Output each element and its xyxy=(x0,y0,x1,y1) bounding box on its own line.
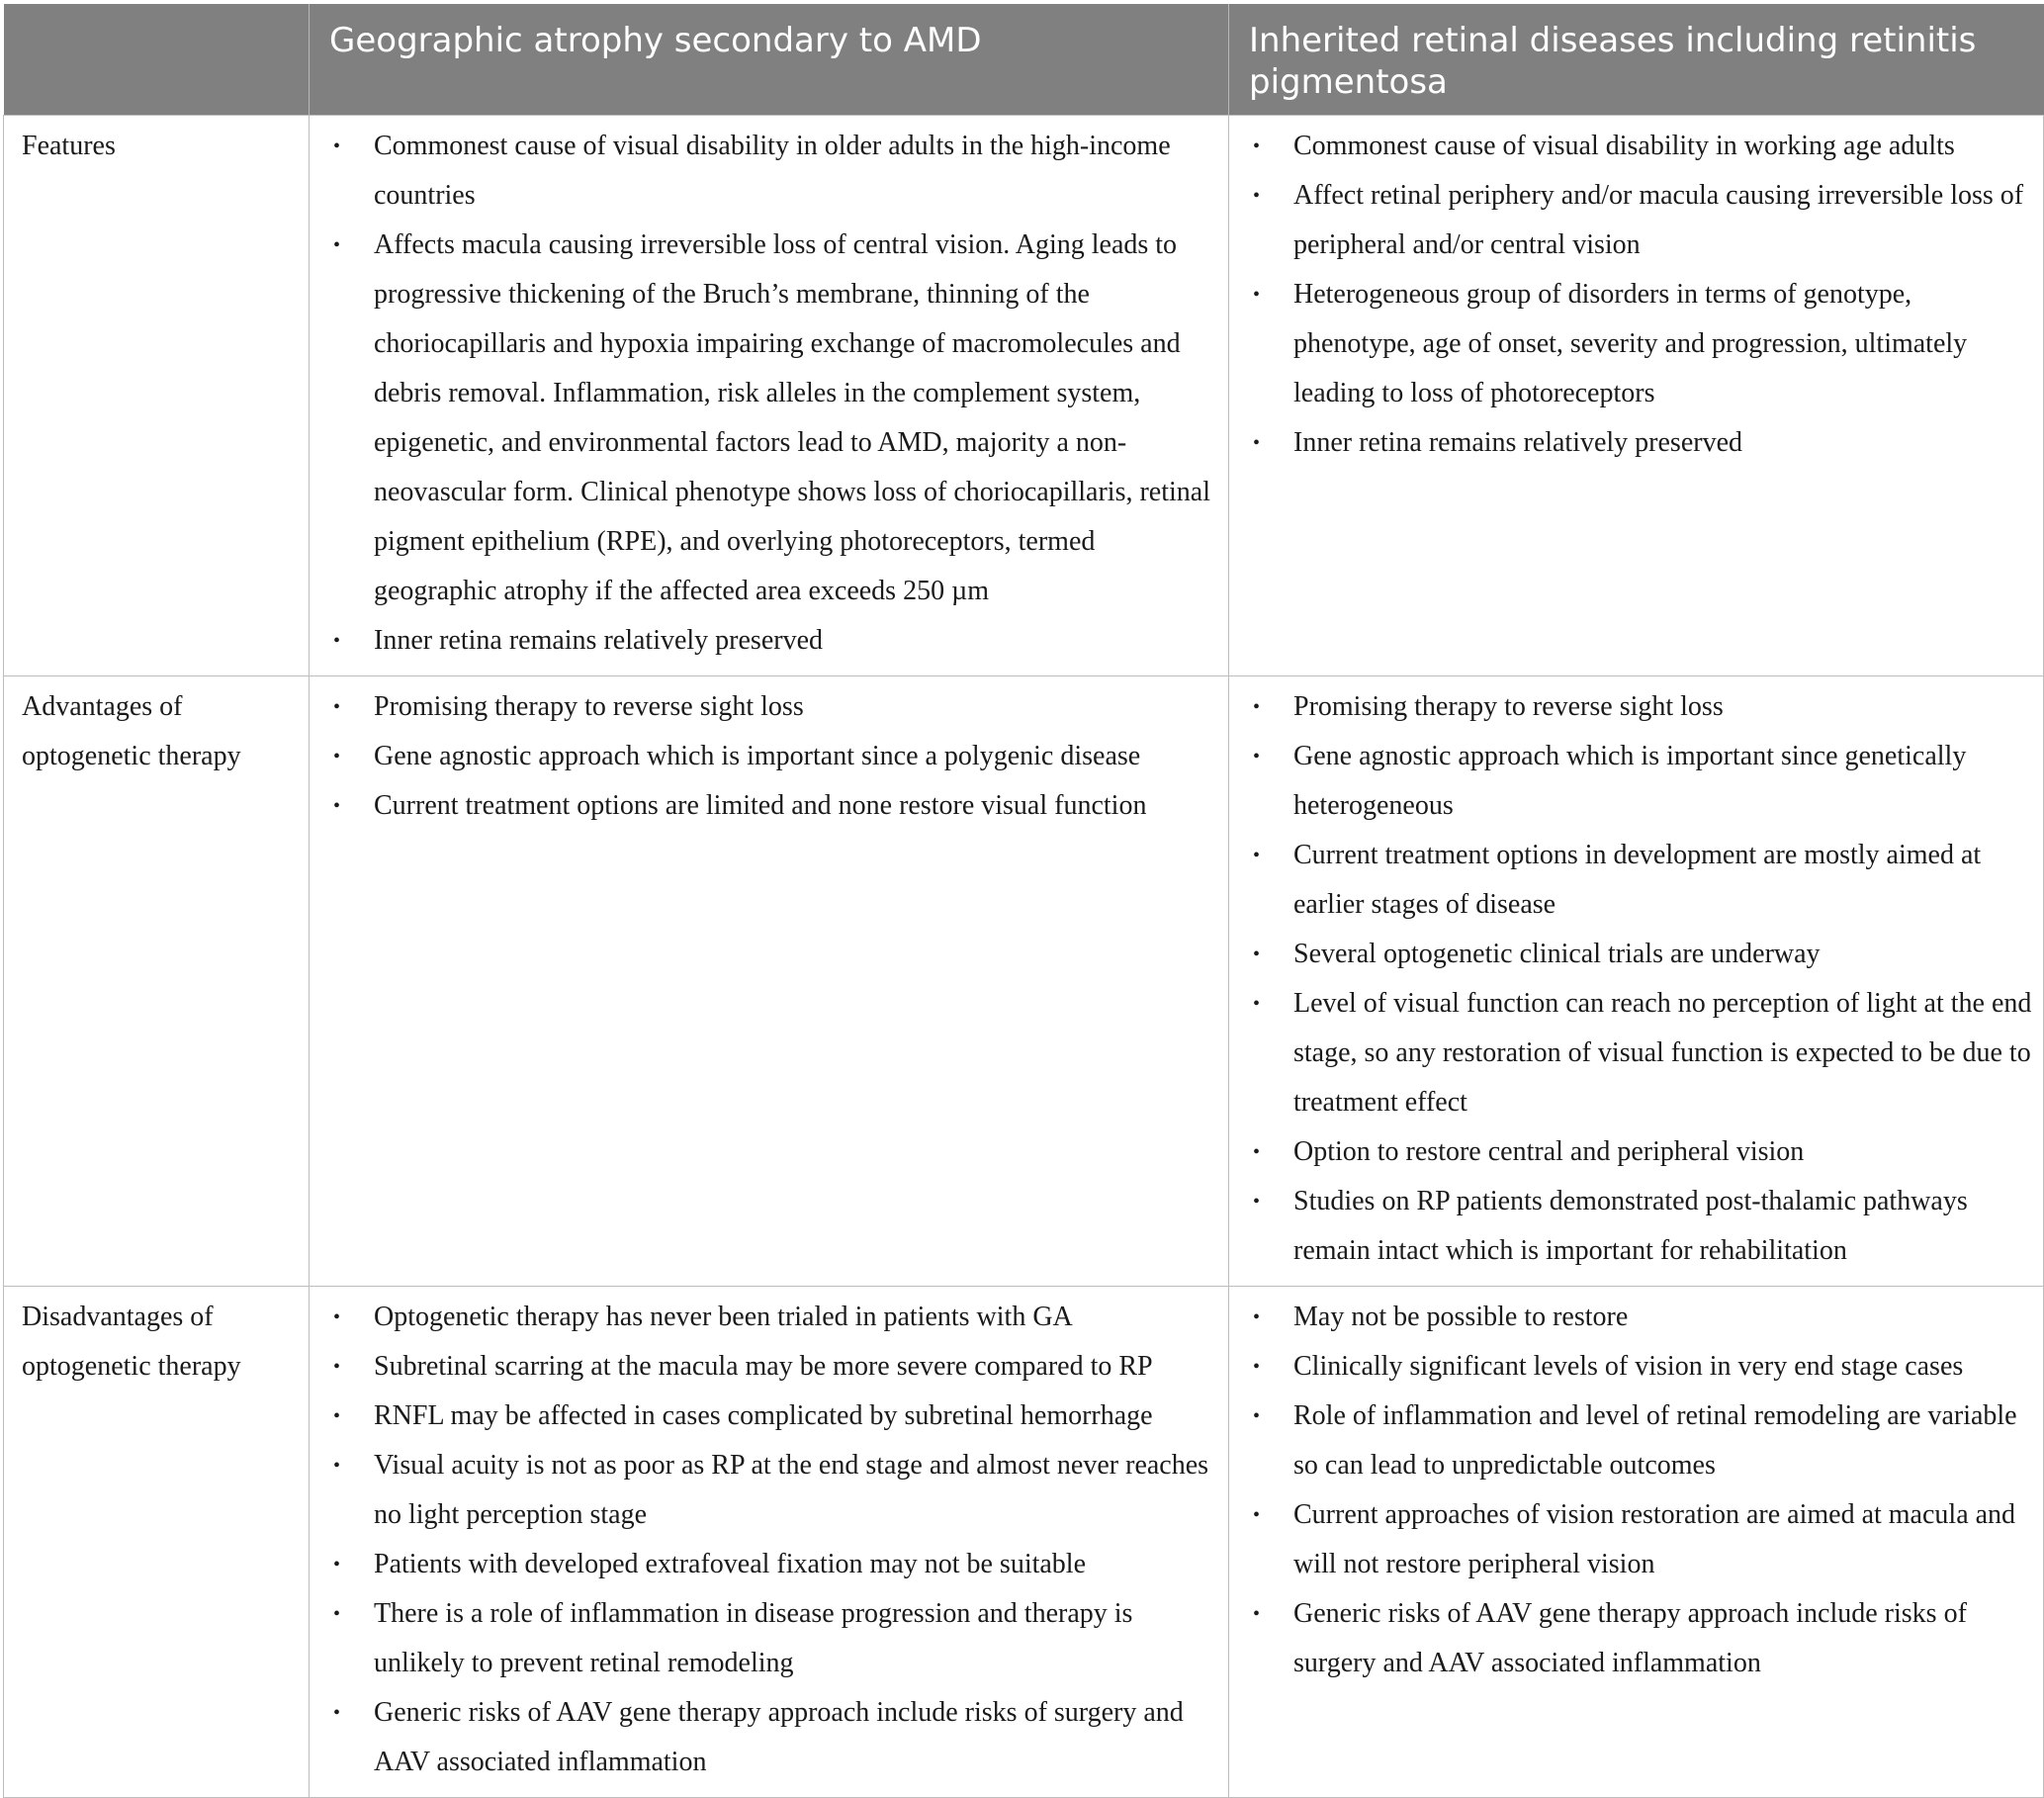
list-item xyxy=(329,1342,1218,1392)
bullet-icon: • xyxy=(1253,845,1261,866)
list-item xyxy=(1249,682,2033,732)
list-item-text: Current approaches of vision restoration are aimed at macula and will not restore peripheral vision xyxy=(1293,1499,2016,1579)
list-item xyxy=(1249,171,2033,270)
list-item-text: Subretinal scarring at the macula may be more severe compared to RP xyxy=(374,1351,1153,1382)
list-item-text: Current treatment options in development are mostly aimed at earlier stages of disease xyxy=(1293,840,1982,920)
bullet-icon: • xyxy=(1253,185,1261,207)
list-item-text: Affect retinal periphery and/or macula causing irreversible loss of peripheral and/or central vision xyxy=(1293,180,2024,260)
bullet-icon: • xyxy=(333,234,341,256)
list-item-text: Inner retina remains relatively preserved xyxy=(1293,427,1743,458)
list-item-text: Gene agnostic approach which is important since a polygenic disease xyxy=(374,741,1141,771)
ga-disadvantages-cell xyxy=(310,1287,1229,1798)
list-item xyxy=(1249,1177,2033,1276)
bullet-icon: • xyxy=(333,1554,341,1575)
list-item-text: Level of visual function can reach no perception of light at the end stage, so any restoration of visual function is expected to be due to treatment effect xyxy=(1293,988,2032,1118)
bullet-icon: • xyxy=(333,1405,341,1427)
list-item-text: Promising therapy to reverse sight loss xyxy=(374,691,804,722)
list-item xyxy=(1249,1127,2033,1177)
bullet-icon: • xyxy=(333,746,341,767)
ga-advantages-list xyxy=(329,682,1218,831)
list-item-text: Option to restore central and peripheral vision xyxy=(1293,1136,1805,1167)
list-item xyxy=(1249,1392,2033,1490)
list-item xyxy=(329,1589,1218,1688)
bullet-icon: • xyxy=(1253,993,1261,1015)
bullet-icon: • xyxy=(333,696,341,718)
list-item-text: Studies on RP patients demonstrated post-thalamic pathways remain intact which is important for rehabilitation xyxy=(1293,1186,1968,1266)
bullet-icon: • xyxy=(333,1603,341,1625)
list-item xyxy=(329,781,1218,831)
list-item xyxy=(1249,979,2033,1127)
ird-advantages-list xyxy=(1249,682,2033,1276)
list-item-text: Affects macula causing irreversible loss of central vision. Aging leads to progressive thickening of the Bruch’s membrane, thinning of the choriocapillaris and hypoxia impairing exchange of macromolecules and debris removal. Inflammation, risk alleles in the complement system, epigenetic, and environmental factors lead to AMD, majority a non-neovascular form. Clinical phenotype shows loss of choriocapillaris, retinal pigment epithelium (RPE), and overlying photoreceptors, termed geographic atrophy if the affected area exceeds 250 µm xyxy=(374,229,1211,606)
comparison-table-container xyxy=(3,4,2043,1798)
list-item-text: Several optogenetic clinical trials are underway xyxy=(1293,939,1821,969)
list-item-text: Heterogeneous group of disorders in terms of genotype, phenotype, age of onset, severity and progression, ultimately leading to loss of photoreceptors xyxy=(1293,279,1968,408)
list-item xyxy=(1249,1490,2033,1589)
list-item xyxy=(1249,418,2033,468)
bullet-icon: • xyxy=(333,1306,341,1328)
list-item xyxy=(1249,1342,2033,1392)
bullet-icon: • xyxy=(333,1702,341,1724)
list-item xyxy=(329,221,1218,616)
list-item-text: Generic risks of AAV gene therapy approach include risks of surgery and AAV associated inflammation xyxy=(374,1697,1184,1777)
list-item xyxy=(329,1688,1218,1787)
list-item-text: Inner retina remains relatively preserved xyxy=(374,625,824,656)
header-empty-cell xyxy=(4,4,310,116)
bullet-icon: • xyxy=(1253,1405,1261,1427)
list-item xyxy=(329,732,1218,781)
comparison-table xyxy=(3,4,2044,1798)
bullet-icon: • xyxy=(333,135,341,157)
header-row xyxy=(4,4,2044,116)
bullet-icon: • xyxy=(1253,1191,1261,1213)
ird-disadvantages-cell xyxy=(1229,1287,2044,1798)
ird-features-list xyxy=(1249,122,2033,468)
ga-features-cell xyxy=(310,116,1229,676)
table-row-disadvantages xyxy=(4,1287,2044,1798)
table-row-features xyxy=(4,116,2044,676)
list-item-text: May not be possible to restore xyxy=(1293,1302,1629,1332)
bullet-icon: • xyxy=(1253,1504,1261,1526)
list-item-text: Visual acuity is not as poor as RP at the end stage and almost never reaches no light perception stage xyxy=(374,1450,1209,1530)
table-header xyxy=(4,4,2044,116)
row-label-features: Features xyxy=(4,116,310,676)
list-item xyxy=(329,682,1218,732)
list-item xyxy=(1249,1293,2033,1342)
list-item xyxy=(329,1392,1218,1441)
ird-advantages-cell xyxy=(1229,676,2044,1287)
list-item xyxy=(329,1540,1218,1589)
row-label-advantages: Advantages of optogenetic therapy xyxy=(4,676,310,1287)
list-item-text: Optogenetic therapy has never been trialed in patients with GA xyxy=(374,1302,1073,1332)
list-item-text: Promising therapy to reverse sight loss xyxy=(1293,691,1724,722)
list-item xyxy=(1249,732,2033,831)
list-item xyxy=(1249,831,2033,930)
ga-advantages-cell xyxy=(310,676,1229,1287)
list-item xyxy=(1249,122,2033,171)
list-item-text: RNFL may be affected in cases complicated by subretinal hemorrhage xyxy=(374,1400,1153,1431)
bullet-icon: • xyxy=(333,1356,341,1378)
bullet-icon: • xyxy=(333,630,341,652)
bullet-icon: • xyxy=(1253,135,1261,157)
list-item xyxy=(329,616,1218,666)
table-body xyxy=(4,116,2044,1798)
list-item-text: Role of inflammation and level of retinal remodeling are variable so can lead to unpredictable outcomes xyxy=(1293,1400,2017,1481)
list-item-text: Clinically significant levels of vision in very end stage cases xyxy=(1293,1351,1964,1382)
header-geographic-atrophy: Geographic atrophy secondary to AMD xyxy=(310,4,1229,116)
bullet-icon: • xyxy=(1253,1356,1261,1378)
row-label-disadvantages: Disadvantages of optogenetic therapy xyxy=(4,1287,310,1798)
list-item-text: Current treatment options are limited and none restore visual function xyxy=(374,790,1147,821)
list-item xyxy=(329,1441,1218,1540)
ga-features-list xyxy=(329,122,1218,666)
header-inherited-retinal-diseases: Inherited retinal diseases including retinitis pigmentosa xyxy=(1229,4,2044,116)
list-item-text: There is a role of inflammation in disease progression and therapy is unlikely to prevent retinal remodeling xyxy=(374,1598,1133,1678)
table-row-advantages xyxy=(4,676,2044,1287)
bullet-icon: • xyxy=(333,795,341,817)
bullet-icon: • xyxy=(1253,944,1261,965)
list-item-text: Commonest cause of visual disability in older adults in the high-income countries xyxy=(374,131,1171,211)
ga-disadvantages-list xyxy=(329,1293,1218,1787)
bullet-icon: • xyxy=(1253,284,1261,306)
bullet-icon: • xyxy=(1253,1141,1261,1163)
bullet-icon: • xyxy=(1253,746,1261,767)
bullet-icon: • xyxy=(1253,1603,1261,1625)
bullet-icon: • xyxy=(1253,432,1261,454)
list-item-text: Generic risks of AAV gene therapy approach include risks of surgery and AAV associated inflammation xyxy=(1293,1598,1967,1678)
bullet-icon: • xyxy=(333,1455,341,1477)
list-item xyxy=(1249,270,2033,418)
list-item-text: Patients with developed extrafoveal fixation may not be suitable xyxy=(374,1549,1087,1579)
list-item-text: Gene agnostic approach which is important since genetically heterogeneous xyxy=(1293,741,1967,821)
list-item xyxy=(1249,1589,2033,1688)
list-item xyxy=(329,1293,1218,1342)
ird-disadvantages-list xyxy=(1249,1293,2033,1688)
bullet-icon: • xyxy=(1253,1306,1261,1328)
list-item xyxy=(329,122,1218,221)
list-item-text: Commonest cause of visual disability in working age adults xyxy=(1293,131,1955,161)
ird-features-cell xyxy=(1229,116,2044,676)
bullet-icon: • xyxy=(1253,696,1261,718)
list-item xyxy=(1249,930,2033,979)
